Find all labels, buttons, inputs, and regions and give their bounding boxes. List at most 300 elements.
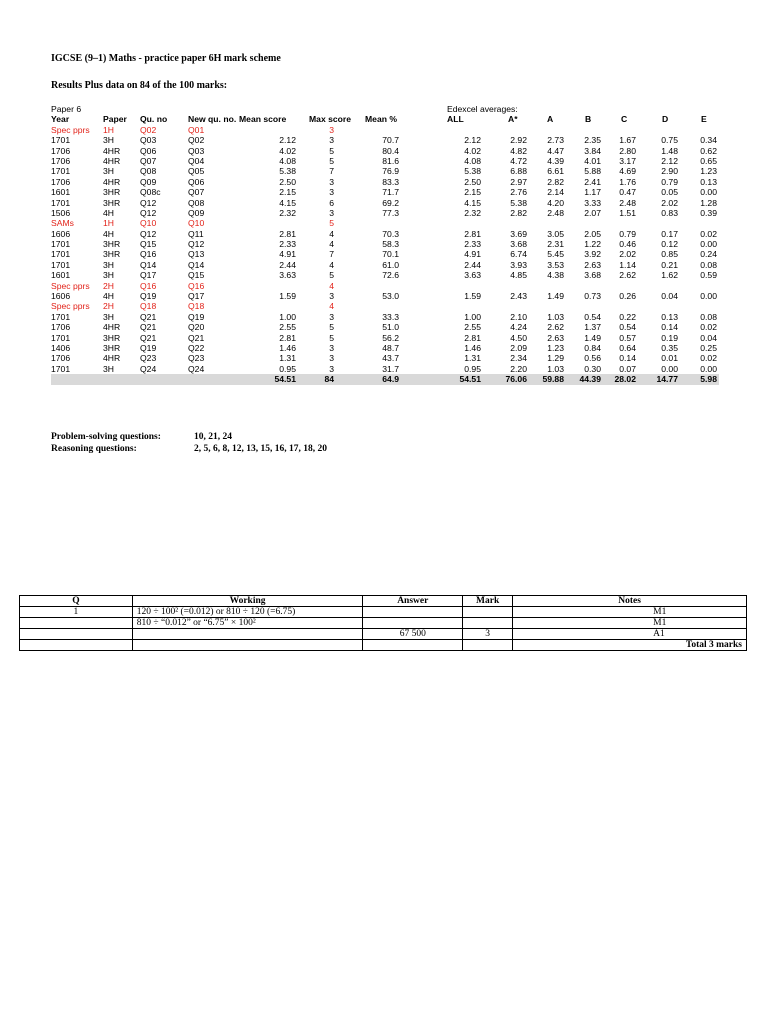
table-header-cell: A xyxy=(547,114,554,125)
table-header-cell: New qu. no. xyxy=(188,114,237,125)
table-cell: 2H xyxy=(103,301,114,312)
table-header-cell: A* xyxy=(508,114,518,125)
table-row xyxy=(51,353,719,363)
table-cell: 0.54 xyxy=(584,311,601,322)
table-cell: 3.92 xyxy=(584,249,601,260)
reasoning-values: 2, 5, 6, 8, 12, 13, 15, 16, 17, 18, 20 xyxy=(194,444,327,454)
table-cell: 1.31 xyxy=(464,353,481,364)
table-cell: 2.63 xyxy=(547,332,564,343)
table-row xyxy=(51,239,719,249)
table-cell: 3H xyxy=(103,363,114,374)
table-cell: 1706 xyxy=(51,322,71,333)
table-cell: Q18 xyxy=(140,301,157,312)
table-cell: 2.50 xyxy=(279,176,296,187)
table-cell: 4.15 xyxy=(464,197,481,208)
table-cell: 1.03 xyxy=(547,311,564,322)
table-cell: 0.65 xyxy=(700,155,717,166)
table-cell: 2.81 xyxy=(464,332,481,343)
table-cell: 0.17 xyxy=(661,228,678,239)
table-cell: 0.00 xyxy=(700,363,717,374)
table-cell: 56.2 xyxy=(382,332,399,343)
table-cell: 76.9 xyxy=(382,166,399,177)
paper-label: Paper 6 xyxy=(51,104,82,114)
table-header-cell: Mean % xyxy=(365,114,397,125)
table-cell: 4.15 xyxy=(279,197,296,208)
table-cell: Q09 xyxy=(140,176,157,187)
header-answer: Answer xyxy=(363,596,463,607)
total-marks: Total 3 marks xyxy=(513,640,747,651)
table-cell: Q08c xyxy=(140,187,161,198)
table-cell: 0.47 xyxy=(619,187,636,198)
table-header-cell: C xyxy=(621,114,628,125)
table-cell: 0.04 xyxy=(661,291,678,302)
mark-scheme-header-row xyxy=(20,596,747,607)
table-cell: 2.92 xyxy=(510,135,527,146)
table-cell: 1.17 xyxy=(584,187,601,198)
table-cell: 3 xyxy=(329,311,334,322)
table-cell: 3 xyxy=(329,291,334,302)
table-cell: 1.49 xyxy=(584,332,601,343)
table-cell: 2.33 xyxy=(279,239,296,250)
table-cell: 0.01 xyxy=(661,353,678,364)
table-cell: 0.83 xyxy=(661,207,678,218)
table-cell: 2.20 xyxy=(510,363,527,374)
table-cell: 0.14 xyxy=(619,353,636,364)
table-cell: 48.7 xyxy=(382,342,399,353)
table-cell: 4.47 xyxy=(547,145,564,156)
table-cell: 5 xyxy=(329,218,334,229)
table-header-cell: E xyxy=(701,114,707,125)
table-cell: 4HR xyxy=(103,322,121,333)
table-row xyxy=(51,260,719,270)
table-row xyxy=(51,322,719,332)
table-cell: 1.46 xyxy=(279,342,296,353)
table-cell: 4.02 xyxy=(464,145,481,156)
table-cell: 4.82 xyxy=(510,145,527,156)
table-cell: 2.62 xyxy=(619,270,636,281)
table-cell: 3.05 xyxy=(547,228,564,239)
table-row xyxy=(51,135,719,145)
table-cell: 3HR xyxy=(103,239,121,250)
table-cell: Q20 xyxy=(188,322,205,333)
table-cell: Q04 xyxy=(188,155,205,166)
table-cell: 1706 xyxy=(51,155,71,166)
table-cell: 4H xyxy=(103,291,114,302)
table-cell: 2.82 xyxy=(510,207,527,218)
table-cell: 4.85 xyxy=(510,270,527,281)
table-header-cell: ALL xyxy=(447,114,464,125)
table-row xyxy=(51,229,719,239)
table-cell: 72.6 xyxy=(382,270,399,281)
table-cell: 5 xyxy=(329,270,334,281)
table-cell: 2.33 xyxy=(464,239,481,250)
table-cell: 4.69 xyxy=(619,166,636,177)
table-cell: Q19 xyxy=(188,311,205,322)
table-total-cell: 54.51 xyxy=(274,374,296,385)
table-cell: 1.51 xyxy=(619,207,636,218)
table-cell: 0.14 xyxy=(661,322,678,333)
table-cell: 3.93 xyxy=(510,259,527,270)
table-cell: 0.56 xyxy=(584,353,601,364)
table-cell: 7 xyxy=(329,249,334,260)
table-cell: 2.81 xyxy=(279,228,296,239)
table-cell: 2.81 xyxy=(279,332,296,343)
question-number: 1 xyxy=(20,607,133,618)
table-cell: 1.14 xyxy=(619,259,636,270)
table-cell: Q22 xyxy=(188,342,205,353)
table-cell: 0.00 xyxy=(661,363,678,374)
table-cell: 3 xyxy=(329,135,334,146)
table-cell: Q16 xyxy=(140,280,157,291)
table-cell: Q06 xyxy=(140,145,157,156)
table-cell: Spec pprs xyxy=(51,124,90,135)
table-cell: 2.48 xyxy=(619,197,636,208)
table-cell: 5 xyxy=(329,145,334,156)
table-cell: Q12 xyxy=(188,239,205,250)
table-cell: 31.7 xyxy=(382,363,399,374)
table-cell: 2H xyxy=(103,280,114,291)
table-cell: 4.50 xyxy=(510,332,527,343)
table-row xyxy=(51,156,719,166)
table-cell: 2.32 xyxy=(279,207,296,218)
table-cell: 4.08 xyxy=(464,155,481,166)
table-cell: 4HR xyxy=(103,155,121,166)
table-cell: 2.35 xyxy=(584,135,601,146)
mark-scheme-row xyxy=(20,618,747,629)
table-row xyxy=(51,187,719,197)
table-cell: 1.28 xyxy=(700,197,717,208)
table-cell: Q02 xyxy=(140,124,157,135)
table-cell: 5.38 xyxy=(464,166,481,177)
table-cell: 2.05 xyxy=(584,228,601,239)
table-cell: 1.67 xyxy=(619,135,636,146)
header-notes: Notes xyxy=(513,596,747,607)
table-cell: 43.7 xyxy=(382,353,399,364)
table-cell: 2.12 xyxy=(279,135,296,146)
table-caption-row xyxy=(51,104,719,114)
table-cell: 3.69 xyxy=(510,228,527,239)
table-cell: 2.02 xyxy=(661,197,678,208)
table-cell: SAMs xyxy=(51,218,74,229)
table-cell: Q18 xyxy=(188,301,205,312)
table-cell: 1.23 xyxy=(547,342,564,353)
table-cell: 1701 xyxy=(51,259,71,270)
mark-scheme-table xyxy=(19,595,747,651)
table-cell: 7 xyxy=(329,166,334,177)
table-cell: 5 xyxy=(329,332,334,343)
table-cell: Q21 xyxy=(188,332,205,343)
table-cell: 1701 xyxy=(51,197,71,208)
table-cell: 0.30 xyxy=(584,363,601,374)
table-cell: 0.79 xyxy=(661,176,678,187)
table-cell: Q12 xyxy=(140,207,157,218)
table-cell: 0.02 xyxy=(700,322,717,333)
table-cell: 2.82 xyxy=(547,176,564,187)
table-cell: 2.12 xyxy=(661,155,678,166)
table-cell: 1701 xyxy=(51,249,71,260)
table-cell: 5.88 xyxy=(584,166,601,177)
table-cell: 0.75 xyxy=(661,135,678,146)
table-cell: 1.23 xyxy=(700,166,717,177)
table-cell: 33.3 xyxy=(382,311,399,322)
table-total-cell: 5.98 xyxy=(700,374,717,385)
table-cell: 2.10 xyxy=(510,311,527,322)
table-header-cell: Max score xyxy=(309,114,352,125)
table-cell: 2.43 xyxy=(510,291,527,302)
table-cell: 3.68 xyxy=(584,270,601,281)
table-cell: 2.80 xyxy=(619,145,636,156)
table-cell: 4 xyxy=(329,228,334,239)
table-cell: 2.48 xyxy=(547,207,564,218)
table-cell: 3HR xyxy=(103,332,121,343)
table-cell: Q19 xyxy=(140,342,157,353)
working-line-1: 120 ÷ 100² (=0.012) or 810 ÷ 120 (=6.75) xyxy=(132,607,363,618)
table-cell: 2.62 xyxy=(547,322,564,333)
table-cell: 3 xyxy=(329,187,334,198)
table-cell: 4HR xyxy=(103,176,121,187)
table-cell: 0.35 xyxy=(661,342,678,353)
table-cell: 0.64 xyxy=(619,342,636,353)
table-row xyxy=(51,249,719,259)
table-cell: 1701 xyxy=(51,239,71,250)
table-cell: Q14 xyxy=(140,259,157,270)
table-cell: 0.24 xyxy=(700,249,717,260)
table-cell: 4HR xyxy=(103,353,121,364)
note-2: M1 xyxy=(513,618,747,629)
table-cell: 1701 xyxy=(51,166,71,177)
table-cell: 2.12 xyxy=(464,135,481,146)
table-cell: Q09 xyxy=(188,207,205,218)
table-cell: 3HR xyxy=(103,342,121,353)
table-cell: 2.44 xyxy=(464,259,481,270)
table-cell: 0.39 xyxy=(700,207,717,218)
table-cell: 5 xyxy=(329,322,334,333)
table-cell: 2.02 xyxy=(619,249,636,260)
table-cell: 2.14 xyxy=(547,187,564,198)
table-cell: 70.7 xyxy=(382,135,399,146)
table-cell: 0.00 xyxy=(700,291,717,302)
table-cell: 1706 xyxy=(51,145,71,156)
table-cell: Q14 xyxy=(188,259,205,270)
table-cell: 3HR xyxy=(103,197,121,208)
table-cell: Q17 xyxy=(140,270,157,281)
table-cell: 2.41 xyxy=(584,176,601,187)
table-cell: 58.3 xyxy=(382,239,399,250)
table-cell: 2.09 xyxy=(510,342,527,353)
table-cell: 2.55 xyxy=(279,322,296,333)
table-total-cell: 84 xyxy=(324,374,334,385)
table-cell: 0.84 xyxy=(584,342,601,353)
reasoning-label: Reasoning questions: xyxy=(51,444,137,454)
table-cell: 4H xyxy=(103,207,114,218)
table-cell: Q08 xyxy=(188,197,205,208)
table-cell: 2.55 xyxy=(464,322,481,333)
table-cell: 4 xyxy=(329,280,334,291)
table-cell: 1.03 xyxy=(547,363,564,374)
averages-label: Edexcel averages: xyxy=(447,104,518,114)
table-cell: 4H xyxy=(103,228,114,239)
table-cell: 0.59 xyxy=(700,270,717,281)
table-cell: 3HR xyxy=(103,187,121,198)
table-cell: 4.38 xyxy=(547,270,564,281)
document-subtitle: Results Plus data on 84 of the 100 marks: xyxy=(51,80,228,91)
table-cell: 5.38 xyxy=(279,166,296,177)
table-cell: Q24 xyxy=(140,363,157,374)
table-cell: Q07 xyxy=(140,155,157,166)
table-cell: 3 xyxy=(329,207,334,218)
table-cell: 1.31 xyxy=(279,353,296,364)
table-cell: 3 xyxy=(329,342,334,353)
table-row xyxy=(51,218,719,228)
table-cell: 3 xyxy=(329,353,334,364)
table-cell: 3H xyxy=(103,311,114,322)
table-cell: 1606 xyxy=(51,228,71,239)
table-cell: 2.50 xyxy=(464,176,481,187)
table-row xyxy=(51,312,719,322)
table-cell: 0.34 xyxy=(700,135,717,146)
table-cell: 4.20 xyxy=(547,197,564,208)
table-cell: 3.33 xyxy=(584,197,601,208)
table-cell: 2.32 xyxy=(464,207,481,218)
table-cell: 0.26 xyxy=(619,291,636,302)
table-cell: Q23 xyxy=(188,353,205,364)
table-cell: 0.00 xyxy=(700,239,717,250)
table-cell: 2.15 xyxy=(279,187,296,198)
table-cell: 0.62 xyxy=(700,145,717,156)
header-mark: Mark xyxy=(463,596,513,607)
table-cell: 0.00 xyxy=(700,187,717,198)
table-cell: Q01 xyxy=(188,124,205,135)
mark-scheme-row xyxy=(20,629,747,640)
table-cell: 3 xyxy=(329,363,334,374)
table-row xyxy=(51,198,719,208)
mark-scheme-total-row xyxy=(20,640,747,651)
table-cell: 4 xyxy=(329,301,334,312)
table-cell: 5.45 xyxy=(547,249,564,260)
problem-solving-values: 10, 21, 24 xyxy=(194,432,232,442)
table-cell: Q13 xyxy=(188,249,205,260)
table-cell: Q12 xyxy=(140,197,157,208)
table-cell: Spec pprs xyxy=(51,280,90,291)
table-cell: 2.31 xyxy=(547,239,564,250)
table-cell: 2.76 xyxy=(510,187,527,198)
table-cell: 1606 xyxy=(51,291,71,302)
table-header-cell: Year xyxy=(51,114,70,125)
table-cell: 4 xyxy=(329,239,334,250)
table-cell: 3H xyxy=(103,270,114,281)
table-cell: 3.84 xyxy=(584,145,601,156)
table-cell: 77.3 xyxy=(382,207,399,218)
table-cell: Q21 xyxy=(140,311,157,322)
table-cell: 4.24 xyxy=(510,322,527,333)
table-header-cell: B xyxy=(585,114,592,125)
table-cell: 1.49 xyxy=(547,291,564,302)
table-cell: 3 xyxy=(329,176,334,187)
table-row xyxy=(51,146,719,156)
table-cell: 1701 xyxy=(51,311,71,322)
note-1: M1 xyxy=(513,607,747,618)
table-cell: 4.91 xyxy=(279,249,296,260)
table-cell: 4.01 xyxy=(584,155,601,166)
working-line-2: 810 ÷ “0.012” or “6.75” × 100² xyxy=(132,618,363,629)
table-cell: 53.0 xyxy=(382,291,399,302)
table-cell: 0.12 xyxy=(661,239,678,250)
table-cell: 1.29 xyxy=(547,353,564,364)
table-cell: 0.25 xyxy=(700,342,717,353)
table-cell: 83.3 xyxy=(382,176,399,187)
table-cell: 6 xyxy=(329,197,334,208)
table-cell: 0.85 xyxy=(661,249,678,260)
table-cell: 6.88 xyxy=(510,166,527,177)
table-cell: 0.54 xyxy=(619,322,636,333)
table-cell: 3.68 xyxy=(510,239,527,250)
table-cell: 1.37 xyxy=(584,322,601,333)
table-cell: 0.05 xyxy=(661,187,678,198)
table-cell: 1.00 xyxy=(279,311,296,322)
table-cell: 1H xyxy=(103,124,114,135)
table-cell: 3H xyxy=(103,135,114,146)
table-cell: Q24 xyxy=(188,363,205,374)
table-cell: 3.53 xyxy=(547,259,564,270)
answer-value: 67 500 xyxy=(363,629,463,640)
table-row xyxy=(51,364,719,374)
table-cell: 1.59 xyxy=(464,291,481,302)
table-header-cell: Paper xyxy=(103,114,127,125)
table-cell: Q16 xyxy=(140,249,157,260)
table-cell: 0.04 xyxy=(700,332,717,343)
table-cell: 6.61 xyxy=(547,166,564,177)
table-cell: 2.81 xyxy=(464,228,481,239)
table-total-cell: 59.88 xyxy=(542,374,564,385)
table-cell: 0.02 xyxy=(700,353,717,364)
table-cell: 1.00 xyxy=(464,311,481,322)
table-cell: 3.17 xyxy=(619,155,636,166)
table-cell: Q23 xyxy=(140,353,157,364)
table-cell: 0.08 xyxy=(700,259,717,270)
table-cell: 1701 xyxy=(51,135,71,146)
table-cell: Q03 xyxy=(188,145,205,156)
table-cell: 1701 xyxy=(51,332,71,343)
table-cell: Spec pprs xyxy=(51,301,90,312)
table-cell: Q15 xyxy=(140,239,157,250)
table-cell: 0.08 xyxy=(700,311,717,322)
table-cell: 0.73 xyxy=(584,291,601,302)
table-cell: 0.19 xyxy=(661,332,678,343)
table-cell: 1406 xyxy=(51,342,71,353)
table-header-cell: D xyxy=(662,114,669,125)
table-cell: 3 xyxy=(329,124,334,135)
table-cell: Q11 xyxy=(188,228,204,239)
table-cell: 0.21 xyxy=(661,259,678,270)
table-cell: Q06 xyxy=(188,176,205,187)
table-cell: 0.57 xyxy=(619,332,636,343)
table-cell: Q03 xyxy=(140,135,157,146)
table-cell: Q15 xyxy=(188,270,205,281)
table-cell: 1706 xyxy=(51,176,71,187)
table-cell: 3HR xyxy=(103,249,121,260)
table-cell: 0.07 xyxy=(619,363,636,374)
table-cell: Q21 xyxy=(140,332,157,343)
table-row xyxy=(51,208,719,218)
table-cell: 4.91 xyxy=(464,249,481,260)
results-plus-table xyxy=(51,104,719,385)
table-cell: 1.46 xyxy=(464,342,481,353)
table-row xyxy=(51,343,719,353)
problem-solving-label: Problem-solving questions: xyxy=(51,432,161,442)
table-cell: Q16 xyxy=(188,280,205,291)
table-cell: 2.34 xyxy=(510,353,527,364)
table-row xyxy=(51,281,719,291)
